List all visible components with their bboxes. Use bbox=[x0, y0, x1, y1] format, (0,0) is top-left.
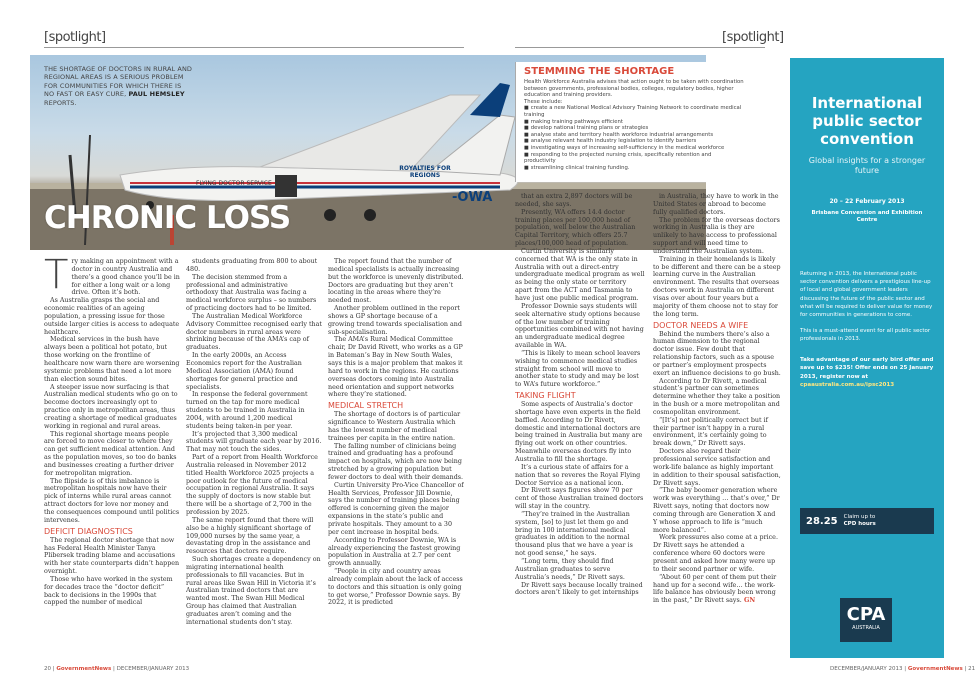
end-mark: GN bbox=[741, 597, 756, 605]
ad-title: International public sector convention bbox=[811, 94, 923, 148]
paragraph: The problem for the overseas doctors working in Australia is they are unlikely to have access to professional support and will need time to understand the Australian system. bbox=[653, 216, 780, 255]
paragraph: ry making an appointment with a doctor in country Australia and there’s a good chance you’ll be in for either a long wait or a long drive. Often it’s both. bbox=[71, 258, 180, 297]
section-heading: DOCTOR NEEDS A WIFE bbox=[653, 320, 749, 330]
paragraph: Dr Rivett says because locally trained doctors aren’t likely to get internships bbox=[515, 581, 643, 597]
article-intro: THE SHORTAGE OF DOCTORS IN RURAL AND REGIONAL AREAS IS A SERIOUS PROBLEM FOR COMMUNITIES FOR WHICH THERE IS NO FAST OR EASY CURE, PAUL HEMSLEY REPORTS. bbox=[44, 65, 193, 107]
sidebar-list-item: ■ investigating ways of increasing self-sufficiency in the medical workforce bbox=[524, 145, 744, 152]
body-column-1 bbox=[44, 258, 180, 663]
ad-subtitle: Global insights for a stronger future bbox=[808, 156, 926, 175]
ad-cta: Take advantage of our early bird offer and save up to $235! Offer ends on 25 January 2013, register now at bbox=[800, 356, 934, 380]
paragraph: The AMA’s Rural Medical Committee chair, Dr David Rivett, who works as a GP in Bateman’s Bay in New South Wales, says this is a major problem that makes it hard to work in the regions. He cautions overseas doctors coming into Australia need orientation and support networks where they’re stationed. bbox=[328, 336, 463, 399]
footer-left: 20 | GovernmentNews | DECEMBER/JANUARY 2013 bbox=[44, 666, 190, 672]
paragraph: “They’re trained in the Australian system, [so] to just let them go and bring in 100 international medical graduates in addition to the normal thousand plus that we have a year is not good sense,” he says. bbox=[515, 510, 633, 558]
cpd-value: 28.25 bbox=[806, 515, 838, 527]
paragraph: The decision stemmed from a professional and administrative orthodoxy that Australia was facing a medical workforce surplus – so numbers of practicing doctors had to be limited. bbox=[186, 273, 317, 313]
sidebar-list-item: ■ analyse state and territory health workforce industrial arrangements bbox=[524, 132, 744, 139]
paragraph: Curtin University Pro-Vice Chancellor of Health Services, Professor Jill Downie, says the number of training places being offered is concerning given the major expansions in the state’s public and private hospitals. They amount to a 30 per cent increase in hospital beds. bbox=[328, 481, 464, 536]
sidebar-list-item: ■ responding to the projected nursing crisis, specifically retention and productivity bbox=[524, 152, 744, 165]
author-name: PAUL HEMSLEY bbox=[128, 90, 185, 99]
paragraph: The regional doctor shortage that now has Federal Health Minister Tanya Plibersek trading blame and accusations with her state counterparts didn’t happen overnight. bbox=[44, 536, 180, 576]
body-column-4 bbox=[515, 193, 645, 663]
paragraph: “People in city and country areas already complain about the lack of access to doctors and this situation is only going to get worse,” Professor Downie says. By 2022, it is predicted bbox=[328, 568, 463, 607]
section-heading: DEFICIT DIAGNOSTICS bbox=[44, 526, 133, 536]
ad-body: Returning in 2013, the International public sector convention delivers a prestigious line-up of local and global government leaders discussing the future of the public sector and what will be required to deliver value for money for communities in generations to come. bbox=[800, 271, 933, 319]
cpd-hours: CPD hours bbox=[843, 521, 876, 527]
ad-link[interactable]: cpaaustralia.com.au/ipsc2013 bbox=[800, 382, 895, 389]
ad-dates: 20 – 22 February 2013 bbox=[829, 198, 905, 205]
body-column-5 bbox=[653, 193, 781, 663]
sidebar-list-intro: These include: bbox=[524, 98, 563, 105]
footer-right: DECEMBER/JANUARY 2013 | GovernmentNews | 21 bbox=[830, 666, 976, 672]
paragraph: The report found that the number of medical specialists is actually increasing but the workforce is unevenly distributed. Doctors are graduating but they aren’t locating in the areas where they’re needed most. bbox=[328, 258, 464, 305]
sidebar-list-item: ■ create a new National Medical Advisory Training Network to coordinate medical training bbox=[524, 105, 744, 118]
paragraph: Such shortages create a dependency on migrating international health professionals to fill vacancies. But in rural areas like Swan Hill in Victoria it’s Australian trained doctors that are wanted most. The Swan Hill Medical Group has claimed that Australian graduates aren’t coming and the international students don’t stay. bbox=[186, 556, 321, 626]
paragraph: Training in their homelands is likely to be different and there can be a steep learning curve in the Australian environment. The results that overseas doctors work in Australia on different visas over about four years but a majority of them choose not to stay for the long term. bbox=[653, 255, 781, 318]
paragraph: According to Professor Downie, WA is already experiencing the fastest growing population in Australia at 2.7 per cent growth annually. bbox=[328, 536, 461, 568]
body-column-2 bbox=[186, 258, 322, 663]
paragraph: In the early 2000s, an Access Economics report for the Australian Medical Association (AMA) found shortages for general practice and specialists. bbox=[186, 352, 302, 391]
sidebar-title: STEMMING THE SHORTAGE bbox=[524, 66, 675, 77]
paragraph: Doctors also regard their professional service satisfaction and work-life balance as highly important in addition to their spousal satisfaction, Dr Rivett says. bbox=[653, 448, 781, 487]
paragraph: Behind the numbers there’s also a human dimension to the regional doctor issue. Few doubt that relationship factors, such as a spouse or partner’s employment prospects exert an influence decisions to go bush. bbox=[653, 330, 781, 377]
paragraph: “The baby boomer generation where work was everything … that’s over,” Dr Rivett says, noting that doctors now coming through are Generation X and Y whose approach to life is “much more balanced”. bbox=[653, 487, 780, 534]
header-rule-left bbox=[44, 47, 464, 48]
article-headline: CHRONIC LOSS bbox=[44, 200, 291, 236]
paragraph: “Long term, they should find Australian graduates to serve Australia’s needs,” Dr Rivett says. bbox=[515, 557, 625, 581]
paragraph: The Australian Medical Workforce Advisory Committee recognised early that doctor numbers in rural areas were shrinking because of the AMA’s cap of graduates. bbox=[186, 312, 322, 352]
sidebar-list-item: ■ develop national training plans or strategies bbox=[524, 125, 744, 132]
plane-registration: -OWA bbox=[452, 190, 493, 205]
paragraph: in Australia, they have to work in the United States or abroad to become fully qualified doctors. bbox=[653, 193, 779, 216]
paragraph: Presently, WA offers 14.4 doctor training places per 100,000 head of population, well below the Australian Capital Territory, which offers 25.7 places/100,000 head of population. bbox=[515, 208, 636, 248]
paragraph: In response the federal government turned on the tap for more medical students to be trained in Australia in 2004, with around 1,200 medical students being taken-in per year. bbox=[186, 391, 308, 430]
plane-door bbox=[275, 175, 297, 197]
plane-livery: ROYALTIES FOR REGIONS bbox=[399, 165, 451, 179]
paragraph: The flipside is of this imbalance is metropolitan hospitals now have their pick of interns while rural areas cannot attract doctors for love nor money and the consequences compound until politics intervenes. bbox=[44, 477, 180, 524]
paragraph: “[It’s] not politically correct but if their partner isn’t happy in a rural environment, it’s certainly going to break down,” Dr Rivett says. bbox=[653, 416, 768, 448]
paragraph: Curtin University is similarly concerned that WA is the only state in Australia with out a direct-entry undergraduate medical program as well as being the only state or territory apart from the ACT and Tasmania to have just one public medical program. bbox=[515, 247, 645, 302]
header-rule-right bbox=[515, 47, 765, 48]
paragraph: “About 60 per cent of them put their hand up for a second wife… the work-life balance has obviously been wrong in the past,” Dr Rivett says. GN bbox=[653, 573, 777, 605]
paragraph: The same report found that there will also be a highly significant shortage of 109,000 nurses by the same year, a devastating drop in the assistance and resources that doctors require. bbox=[186, 516, 314, 556]
paragraph: “This is likely to mean school leavers wishing to commence medical studies straight from school will move to another state to study and may be lost to WA’s future workforce.” bbox=[515, 349, 641, 389]
paragraph: Another problem outlined in the report shows a GP shortage because of a growing trend towards specialisation and sub-specialisation. bbox=[328, 305, 462, 336]
section-heading: MEDICAL STRETCH bbox=[328, 401, 404, 411]
ad-body-2: This is a must-attend event for all public sector professionals in 2013. bbox=[800, 328, 931, 343]
paragraph: students graduating from 800 to about 480. bbox=[186, 258, 318, 273]
body-column-3 bbox=[328, 258, 464, 663]
sidebar-list bbox=[524, 105, 744, 171]
sidebar-box bbox=[515, 62, 745, 182]
paragraph: Work pressures also come at a price. Dr Rivett says he attended a conference where 60 doctors were present and asked how many were up to their second partner or wife. bbox=[653, 534, 778, 573]
paragraph: that an extra 2,897 doctors will be needed, she says. bbox=[515, 193, 633, 208]
section-heading: TAKING FLIGHT bbox=[515, 391, 576, 401]
paragraph: Part of a report from Health Workforce Australia released in November 2012 titled Health Workforce 2025 projects a poor outlook for the future of medical occupation in regional Australia. It says the supply of doctors is now stable but there will be a shortage of 2,700 in the profession by 2025. bbox=[186, 454, 318, 516]
sidebar-intro: Health Workforce Australia advises that action ought to be taken with coordination between governments, professional bodies, colleges, regulatory bodies, higher education and training providers. bbox=[524, 79, 744, 99]
paragraph: This regional shortage means people are forced to move closer to where they can get sufficient medical attention. And as the population moves, so too do banks and businesses creating a further driver for metropolitan migration. bbox=[44, 430, 177, 477]
spotlight-label-right: [spotlight] bbox=[722, 30, 784, 45]
paragraph: Professor Downie says students will seek alternative study options because of the low number of training opportunities combined with not having an undergraduate medical degree available in WA. bbox=[515, 302, 644, 350]
paragraph: The shortage of doctors is of particular significance to Western Australia which has the lowest number of medical trainees per capita in the entire nation. bbox=[328, 411, 461, 442]
dropcap: T bbox=[44, 258, 69, 298]
paragraph: According to Dr Rivett, a medical student’s partner can sometimes determine whether they take a position in the bush or a more metropolitan and cosmopolitan environment. bbox=[653, 377, 781, 416]
spotlight-label-left: [spotlight] bbox=[44, 30, 106, 45]
plane-label: FLYING DOCTOR SERVICE bbox=[196, 180, 272, 187]
paragraph: Dr Rivett says figures show 70 per cent of those Australian trained doctors will stay in the country. bbox=[515, 487, 644, 511]
paragraph: The falling number of clinicians being trained and graduating has a profound impact on hospitals, which are now being stretched by a growing population but fewer doctors to deal with their demands. bbox=[328, 442, 464, 481]
paragraph: It’s a curious state of affairs for a nation that so reveres the Royal Flying Doctor Service as a national icon. bbox=[515, 463, 641, 487]
cpd-label: Claim up to bbox=[843, 514, 876, 520]
paragraph: A steeper issue now surfacing is that Australian medical students who go on to become doctors increasingly opt to practice only in metropolitan areas, thus creating a shortage of medical graduates working in regional and rural areas. bbox=[44, 383, 178, 430]
ad-venue: Brisbane Convention and Exhibition Centre bbox=[811, 210, 923, 223]
sidebar-list-item: ■ making training pathways efficient bbox=[524, 119, 744, 126]
advertisement[interactable] bbox=[790, 58, 944, 658]
sidebar-list-item: ■ streamlining clinical training funding. bbox=[524, 165, 744, 172]
paragraph: Those who have worked in the system for decades trace the “doctor deficit” back to decisions in the 1990s that capped the number of medical bbox=[44, 575, 173, 607]
paragraph: Medical services in the bush have always been a political hot potato, but those working on the frontline of healthcare now warn there are worsening systemic problems that need a lot more than election sound bites. bbox=[44, 336, 180, 383]
paragraph: As Australia grasps the social and economic realities of an ageing population, a pressing issue for those outside larger cities is access to adequate healthcare. bbox=[44, 297, 180, 336]
sidebar-list-item: ■ analyse relevant health industry legislation to identify barriers bbox=[524, 138, 744, 145]
paragraph: Some aspects of Australia’s doctor shortage have even experts in the field baffled. According to Dr Rivett, domestic and international doctors are being trained in Australia but many are flying out work on other countries. Meanwhile overseas doctors fly into Australia to fill the shortage. bbox=[515, 401, 643, 463]
cpd-badge bbox=[800, 508, 934, 534]
paragraph: It’s projected that 3,300 medical students will graduate each year by 2016. That may not touch the sides. bbox=[186, 430, 322, 454]
cpa-logo: CPA AUSTRALIA bbox=[840, 598, 892, 642]
